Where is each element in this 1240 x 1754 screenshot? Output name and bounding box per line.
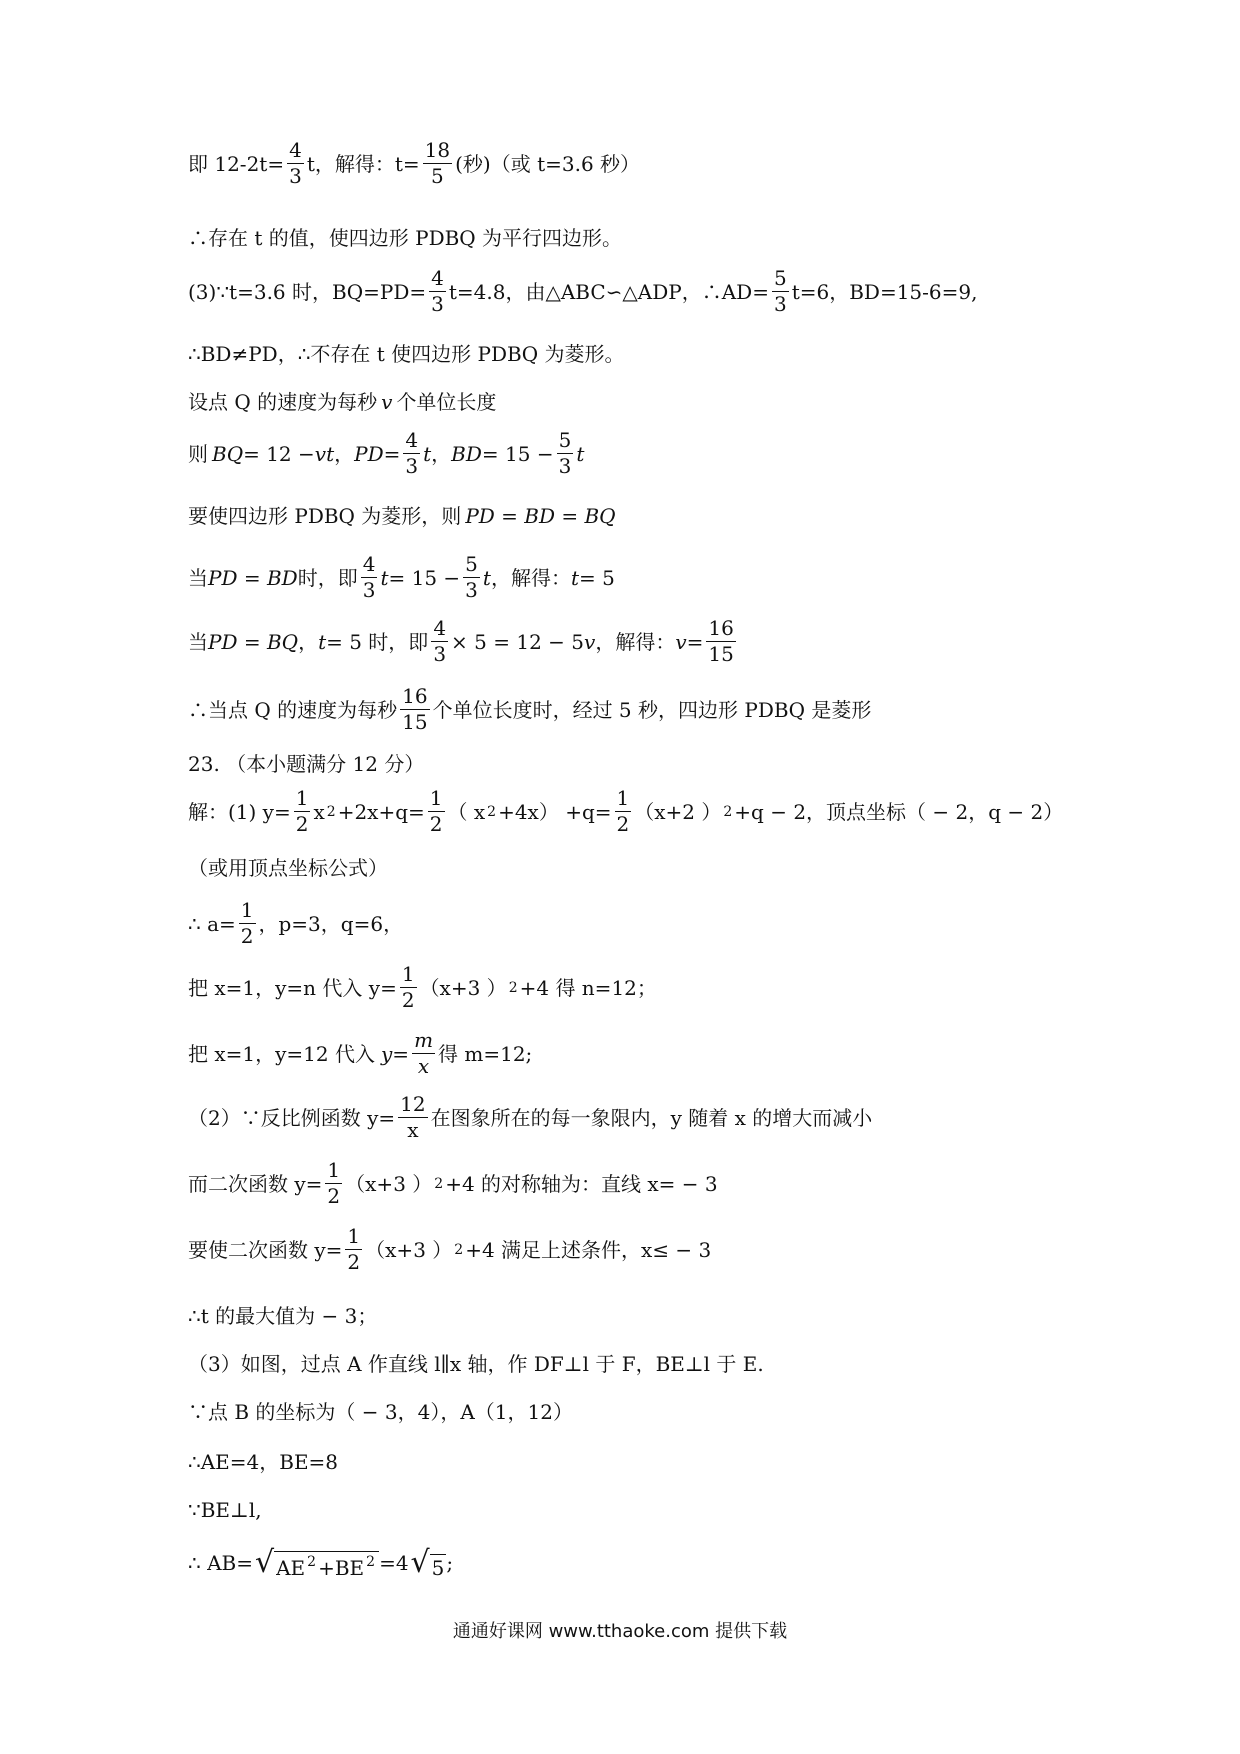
solution-line-2: ∴存在 t 的值，使四边形 PDBQ 为平行四边形。 (188, 226, 623, 250)
fraction: $\frac{1}{2}$ (347, 1224, 361, 1274)
fraction: $\frac{1}{2}$ (240, 898, 254, 948)
problem-23-heading: 23. （本小题满分 12 分） (188, 752, 425, 776)
fraction: $\frac{18}{5}$ (424, 138, 451, 188)
solution-line-16: 把 x=1，y=12 代入 y = $\frac{m}{x}$ 得 m=12; (188, 1028, 533, 1078)
fraction: $\frac{1}{2}$ (295, 786, 309, 836)
fraction: $\frac{4}{3}$ (405, 428, 419, 478)
solution-line-7: 要使四边形 PDBQ 为菱形，则 PD = BD = BQ (188, 504, 616, 528)
solution-line-20: ∴t 的最大值为 − 3； (188, 1304, 378, 1328)
fraction: $\frac{16}{15}$ (402, 684, 428, 734)
solution-line-23: ∴AE=4，BE=8 (188, 1450, 339, 1474)
fraction: $\frac{4}{3}$ (433, 616, 447, 666)
fraction: $\frac{4}{3}$ (362, 552, 376, 602)
solution-line-4: ∴BD≠PD，∴不存在 t 使四边形 PDBQ 为菱形。 (188, 342, 625, 366)
solution-line-25: ∴ AB= √ AE $^2$ +BE $^2$ =4 √ 5 ; (188, 1545, 454, 1580)
fraction: $\frac{1}{2}$ (429, 786, 443, 836)
fraction: $\frac{4}{3}$ (289, 138, 302, 188)
solution-line-14: ∴ a= $\frac{1}{2}$ ，p=3，q=6， (188, 898, 404, 948)
solution-line-1: 即 12-2t= $\frac{4}{3}$ t，解得：t= $\frac{18}{5}$ (秒)（或 t=3.6 秒） (188, 138, 641, 188)
solution-line-12: 解：(1) y= $\frac{1}{2}$ x 2 +2x+q= $\frac{1}{2}$ （ x 2 +4x） +q= $\frac{1}{2}$ （x+2 ） 2 +q − 2，顶点坐标（ − 2，q − 2） (188, 786, 1064, 836)
solution-line-15: 把 x=1，y=n 代入 y= $\frac{1}{2}$ （x+3 ） 2 +4 得 n=12； (188, 962, 657, 1012)
solution-line-3: (3)∵t=3.6 时，BQ=PD= $\frac{4}{3}$ t=4.8，由△ABC∽△ADP，∴AD= $\frac{5}{3}$ t=6，BD=15-6=9, (188, 266, 978, 316)
fraction: $\frac{5}{3}$ (465, 552, 478, 602)
fraction: $\frac{16}{15}$ (708, 616, 734, 666)
solution-line-24: ∵BE⊥l, (188, 1498, 262, 1522)
fraction: $\frac{5}{3}$ (558, 428, 572, 478)
solution-line-17: （2）∵反比例函数 y= $\frac{12}{x}$ 在图象所在的每一象限内，y 随着 x 的增大而减小 (188, 1092, 873, 1142)
page-footer: 通通好课网 www.tthaoke.com 提供下载 (452, 1621, 788, 1642)
solution-line-10: ∴当点 Q 的速度为每秒 $\frac{16}{15}$ 个单位长度时，经过 5 秒，四边形 PDBQ 是菱形 (188, 684, 872, 734)
solution-line-18: 而二次函数 y= $\frac{1}{2}$ （x+3 ） 2 +4 的对称轴为：直线 x= − 3 (188, 1158, 718, 1208)
fraction: $\frac{1}{2}$ (401, 962, 415, 1012)
solution-line-13: （或用顶点坐标公式） (188, 856, 388, 880)
solution-line-8: 当 PD = BD 时，即 $\frac{4}{3}$ t = 15 − $\frac{5}{3}$ t ，解得： t = 5 (188, 552, 615, 602)
square-root: √ AE $^2$ +BE $^2$ (255, 1548, 379, 1578)
fraction: $\frac{12}{x}$ (400, 1092, 426, 1142)
solution-line-5: 设点 Q 的速度为每秒 v 个单位长度 (188, 390, 497, 414)
solution-line-22: ∵点 B 的坐标为（ − 3，4），A（1，12） (188, 1400, 573, 1424)
fraction: $\frac{1}{2}$ (327, 1158, 341, 1208)
square-root: √ 5 (410, 1545, 445, 1580)
solution-line-9: 当 PD = BQ ， t = 5 时，即 $\frac{4}{3}$ × 5 = 12 − 5 v ，解得： v = $\frac{16}{15}$ (188, 616, 734, 666)
fraction: $\frac{1}{2}$ (616, 786, 630, 836)
fraction: $\frac{m}{x}$ (414, 1028, 434, 1078)
fraction: $\frac{4}{3}$ (431, 266, 444, 316)
fraction: $\frac{5}{3}$ (773, 266, 787, 316)
solution-line-21: （3）如图，过点 A 作直线 l∥x 轴，作 DF⊥l 于 F，BE⊥l 于 E. (188, 1352, 764, 1376)
solution-line-6: 则 BQ = 12 − vt ， PD = $\frac{4}{3}$ t ， BD = 15 − $\frac{5}{3}$ t (188, 428, 585, 478)
solution-line-19: 要使二次函数 y= $\frac{1}{2}$ （x+3 ） 2 +4 满足上述条件，x≤ − 3 (188, 1224, 712, 1274)
